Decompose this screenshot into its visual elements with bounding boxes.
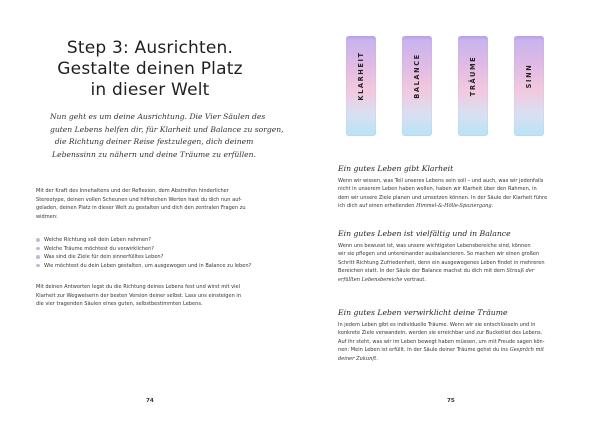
intro-line: guten Lebens helfen dir, für Klarheit und Balance zu sorgen, xyxy=(50,124,284,134)
list-item xyxy=(36,236,276,245)
text-line: dem wir unsere Ziele planen und umsetzen können. In der Säule der Klarheit führe xyxy=(338,194,548,201)
bullet-icon xyxy=(36,264,40,268)
text-line: Klarheit zur Wegweiserin der besten Version deiner selbst. Lass uns einsteigen in xyxy=(36,292,242,299)
bullet-icon xyxy=(36,255,40,259)
text-line: Schritt Richtung Zufriedenheit, denn ein ausgewogenes Leben findet in mehreren xyxy=(338,259,545,266)
pillar-label: TRÄUME xyxy=(469,55,477,97)
intro-line: Nun geht es um deine Ausrichtung. Die Vier Säulen des xyxy=(50,112,266,121)
right-page xyxy=(300,0,600,427)
text-line: konkrete Ziele verwandeln, werden sie erreichbar und zur Bucketlist des Lebens. xyxy=(338,330,543,336)
text-line xyxy=(338,276,566,285)
text-span: Bereichen statt. In der Säule der Balance machst du dich mit dem xyxy=(338,268,505,274)
text-line xyxy=(338,346,566,355)
text-line xyxy=(338,267,566,276)
text-line: wir sie pflegen und untereinander ausbalancieren. So machen wir einen großen xyxy=(338,251,540,257)
question-text: Welche Träume möchtest du verwirklichen? xyxy=(44,245,154,252)
text-span: . xyxy=(376,355,378,362)
italic-text: deiner Zukunft xyxy=(338,355,377,362)
title-line: Step 3: Ausrichten. xyxy=(66,38,234,58)
intro-text xyxy=(50,111,284,161)
italic-text: Strauß der xyxy=(506,268,535,274)
text-line: Mit der Kraft des Innehaltens und der Reflexion, dem Abstreifen hinderlicher xyxy=(36,188,229,194)
text-line: nicht in unserem Leben haben wollen, haben wir Klarheit über den Rahmen, in xyxy=(338,186,537,192)
section-heading: Ein gutes Leben ist vielfältig und in Balance xyxy=(338,229,511,238)
section-klarheit xyxy=(338,164,566,211)
pillar-label: SINN xyxy=(525,63,533,89)
italic-text: Himmel-&-Hölle-Spaziergang. xyxy=(416,203,494,209)
pillar-traeume xyxy=(458,36,488,136)
text-span: nen: Mein Leben ist erfüllt. In der Säule deiner Träume gehst du ins xyxy=(338,347,509,353)
body-paragraph xyxy=(36,283,266,309)
title-line: in dieser Welt xyxy=(90,80,210,100)
page-number: 74 xyxy=(146,398,154,404)
text-span: ich dich auf einen erhellenden xyxy=(338,203,415,209)
list-item xyxy=(36,253,276,262)
text-line: Wenn uns bewusst ist, was unsere wichtigsten Lebensbereiche sind, können xyxy=(338,242,531,249)
italic-text: Gespräch mit xyxy=(509,347,545,353)
section-traeume xyxy=(338,308,566,363)
pillar-klarheit xyxy=(346,36,376,136)
list-item xyxy=(36,262,276,271)
page-title xyxy=(40,38,260,101)
text-line: Stereotype, deinen vollen Scheunen und hilfreichen Werten hast du dich nun auf- xyxy=(36,196,242,203)
page-number: 75 xyxy=(447,398,455,404)
italic-text: erfüllten Lebensbereiche xyxy=(338,276,403,283)
bullet-icon xyxy=(36,238,40,242)
text-line: Mit deinen Antworten legst du die Richtung deines Lebens fest und wirst mit viel xyxy=(36,284,241,290)
question-text: Welche Richtung soll dein Leben nehmen? xyxy=(44,237,151,243)
bullet-icon xyxy=(36,247,40,251)
text-line: Auf ihr steht, was wir im Leben bewegt haben müssen, um mit Freude sagen kön- xyxy=(338,338,545,345)
question-text: Was sind die Ziele für dein sinnerfülltes Leben? xyxy=(44,254,164,260)
pillar-label: KLARHEIT xyxy=(357,51,365,101)
text-line: Wenn wir wissen, was Teil unseres Lebens sein soll – und auch, was wir jedenfalls xyxy=(338,177,544,184)
text-line xyxy=(338,355,566,364)
section-heading: Ein gutes Leben gibt Klarheit xyxy=(338,164,454,173)
text-line xyxy=(338,202,566,211)
text-line: In jedem Leben gibt es individuelle Träume. Wenn wir sie entschlüsseln und in xyxy=(338,321,536,328)
intro-line: Lebenssinn zu nähern und deine Träume zu erfüllen. xyxy=(52,149,256,159)
section-balance xyxy=(338,229,566,284)
title-line: Gestalte deinen Platz xyxy=(57,59,243,79)
body-paragraph xyxy=(36,187,266,221)
list-item xyxy=(36,245,276,254)
text-span: vertraut. xyxy=(402,276,427,283)
section-heading: Ein gutes Leben verwirklicht deine Träume xyxy=(338,308,508,317)
intro-line: die Richtung deiner Reise festzulegen, dich deinem xyxy=(54,137,254,147)
text-line: die vier tragenden Säulen eines guten, selbstbestimmten Lebens. xyxy=(36,301,203,307)
pillars-illustration xyxy=(338,36,558,146)
text-line: widmen: xyxy=(36,213,58,220)
text-line: geladen, deinen Platz in dieser Welt zu gestalten und dich den zentralen Fragen zu xyxy=(36,205,246,211)
question-text: Wie möchtest du dein Leben gestalten, um ausgewogen und in Balance zu leben? xyxy=(44,262,252,269)
question-list xyxy=(36,236,276,270)
pillar-balance xyxy=(402,36,432,136)
pillar-label: BALANCE xyxy=(413,53,421,99)
pillar-sinn xyxy=(514,36,544,136)
